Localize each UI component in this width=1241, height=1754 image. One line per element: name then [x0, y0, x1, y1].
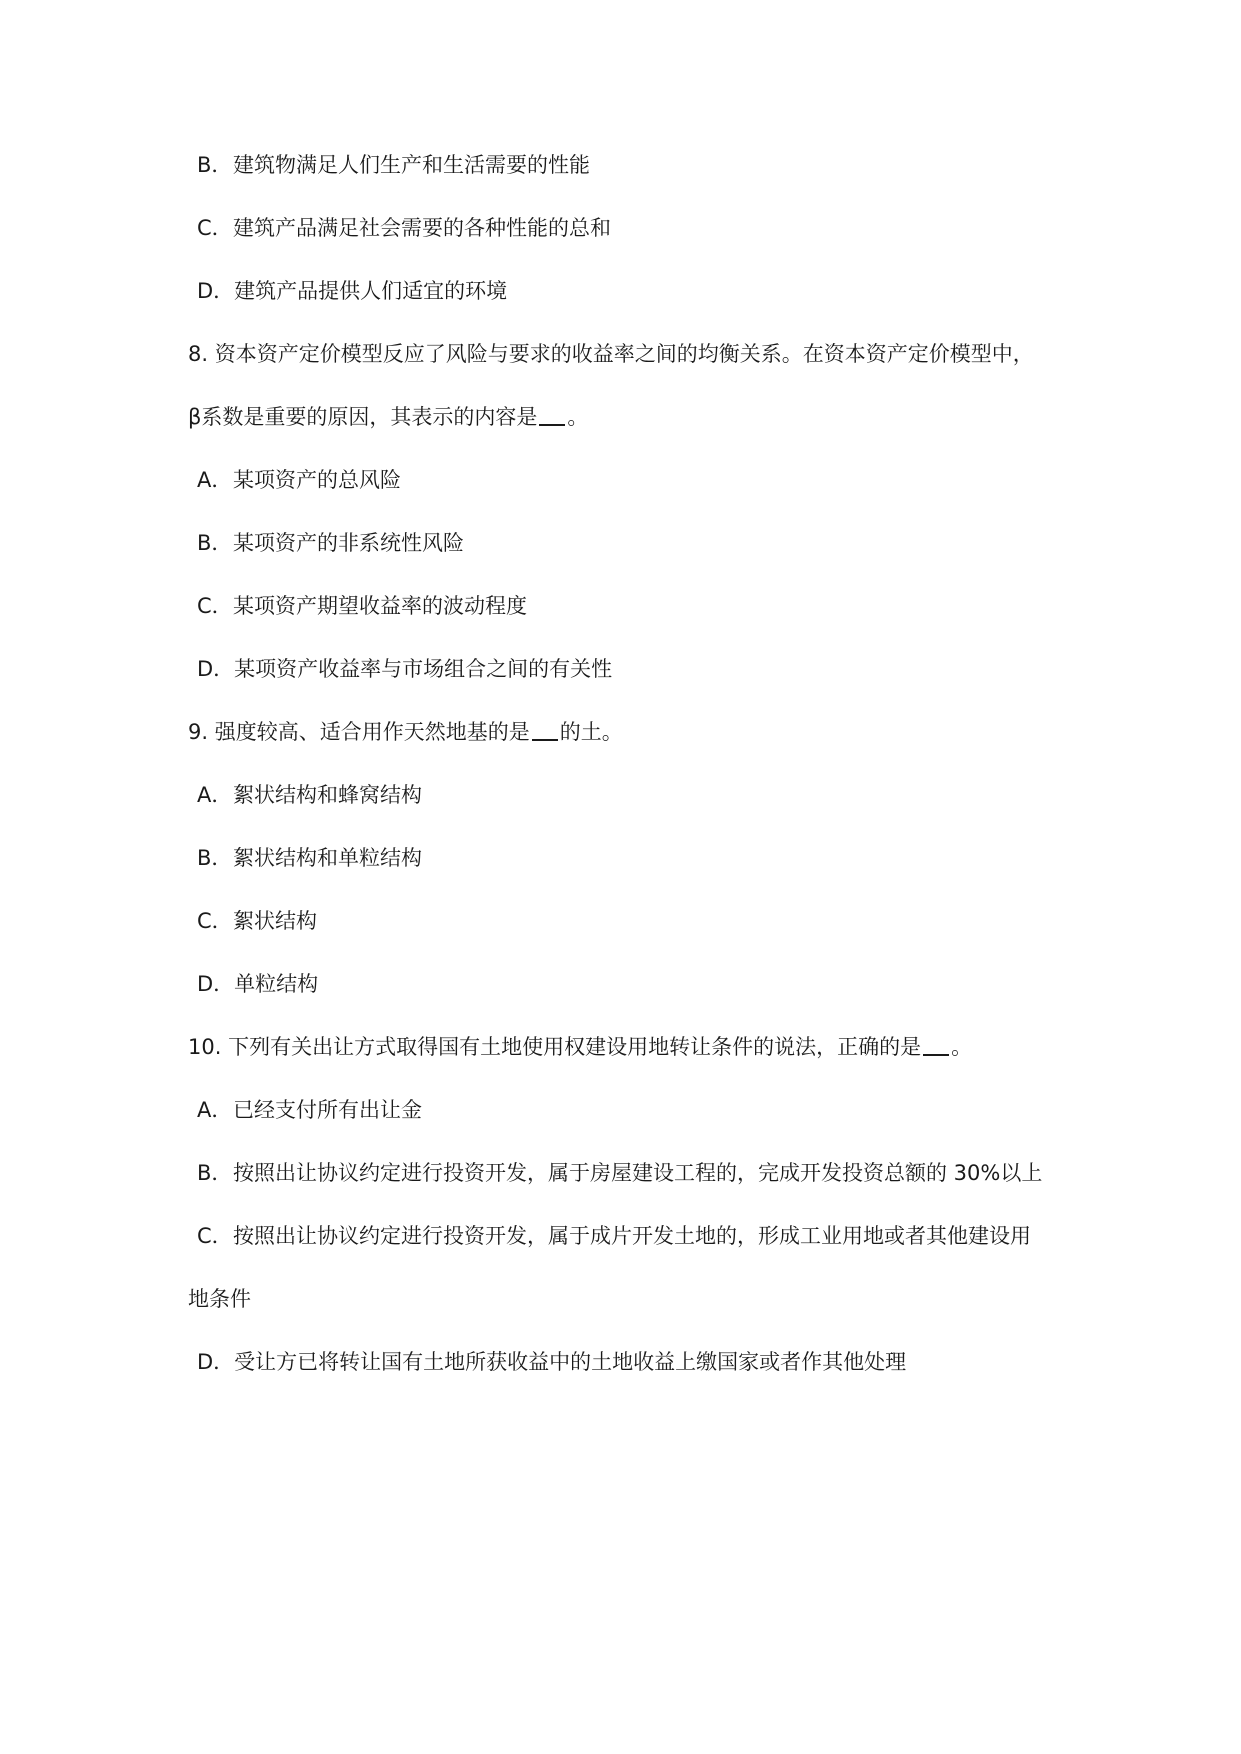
q7-option-d: [197, 276, 1097, 306]
option-label: D．: [197, 657, 235, 681]
option-text: 建筑产品满足社会需要的各种性能的总和: [233, 216, 611, 240]
option-label: A．: [197, 783, 233, 807]
option-label: D．: [197, 972, 235, 996]
q8-option-b: [197, 528, 1097, 558]
q10-option-c: [197, 1221, 1097, 1251]
question-text: 强度较高、适合用作天然地基的是: [214, 720, 530, 744]
q8-option-c: [197, 591, 1097, 621]
option-label: D．: [197, 1350, 235, 1374]
answer-blank: [923, 1034, 949, 1056]
question-text: 下列有关出让方式取得国有土地使用权建设用地转让条件的说法，正确的是: [228, 1035, 922, 1059]
question-number: 8.: [188, 342, 209, 366]
q8-option-d: [197, 654, 1097, 684]
question-text-end: 。: [567, 405, 589, 429]
q8-option-a: [197, 465, 1097, 495]
option-text: 某项资产的总风险: [233, 468, 401, 492]
q7-option-c: [197, 213, 1097, 243]
option-text: 絮状结构: [233, 909, 317, 933]
question-number: 9.: [188, 720, 209, 744]
q8-stem-line2: [188, 402, 1088, 432]
option-label: B．: [197, 846, 233, 870]
option-label: C．: [197, 594, 233, 618]
answer-blank: [532, 719, 558, 741]
q10-option-d: [197, 1347, 1097, 1377]
q10-option-c-continuation: [188, 1284, 1088, 1314]
option-text: 某项资产收益率与市场组合之间的有关性: [234, 657, 613, 681]
q10-stem: [188, 1032, 1088, 1062]
question-number: 10.: [188, 1035, 222, 1059]
option-label: A．: [197, 468, 233, 492]
option-text: 按照出让协议约定进行投资开发，属于成片开发土地的，形成工业用地或者其他建设用: [233, 1224, 1031, 1248]
option-label: B．: [197, 531, 233, 555]
q10-option-a: [197, 1095, 1097, 1125]
question-text-end: 的土。: [559, 720, 623, 744]
option-label: C．: [197, 216, 233, 240]
option-text: 建筑产品提供人们适宜的环境: [234, 279, 508, 303]
option-text: 受让方已将转让国有土地所获收益中的土地收益上缴国家或者作其他处理: [234, 1350, 907, 1374]
option-label: C．: [197, 909, 233, 933]
option-text: 絮状结构和单粒结构: [233, 846, 422, 870]
option-label: D．: [197, 279, 235, 303]
option-label: B．: [197, 153, 233, 177]
q8-stem-line1: [188, 339, 1088, 369]
option-label: B．: [197, 1161, 233, 1185]
option-text: 某项资产期望收益率的波动程度: [233, 594, 527, 618]
q7-option-b: [197, 150, 1097, 180]
option-text: 絮状结构和蜂窝结构: [233, 783, 422, 807]
question-text: β系数是重要的原因，其表示的内容是: [188, 405, 538, 429]
q9-option-a: [197, 780, 1097, 810]
q10-option-b: [197, 1158, 1097, 1188]
q9-option-d: [197, 969, 1097, 999]
answer-blank: [539, 404, 565, 426]
q9-stem: [188, 717, 1088, 747]
option-label: A．: [197, 1098, 233, 1122]
option-text: 已经支付所有出让金: [233, 1098, 422, 1122]
q9-option-c: [197, 906, 1097, 936]
option-text: 单粒结构: [234, 972, 319, 996]
option-text: 某项资产的非系统性风险: [233, 531, 464, 555]
option-label: C．: [197, 1224, 233, 1248]
option-text: 建筑物满足人们生产和生活需要的性能: [233, 153, 590, 177]
option-text: 地条件: [188, 1287, 251, 1311]
question-text-end: 。: [951, 1035, 973, 1059]
q9-option-b: [197, 843, 1097, 873]
question-text: 资本资产定价模型反应了风险与要求的收益率之间的均衡关系。在资本资产定价模型中，: [214, 342, 1034, 366]
option-text: 按照出让协议约定进行投资开发，属于房屋建设工程的，完成开发投资总额的 30%以上: [233, 1161, 1043, 1185]
